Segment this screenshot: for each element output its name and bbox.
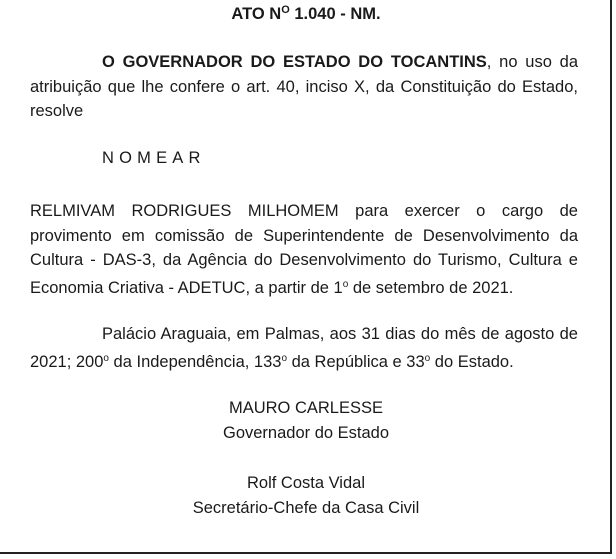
closing-part3: da República e 33 bbox=[287, 352, 425, 371]
closing-part1: Palácio Araguaia, em Palmas, aos 31 dias do mês de agosto de 2021; 200 bbox=[30, 325, 578, 371]
act-title-sup: O bbox=[281, 4, 290, 16]
closing-part4: do Estado. bbox=[430, 352, 514, 371]
closing-paragraph bbox=[30, 322, 578, 374]
ordinal-marker: o bbox=[424, 352, 431, 364]
action-verb: NOMEAR bbox=[102, 149, 206, 167]
signer-role-secretary: Secretário-Chefe da Casa Civil bbox=[192, 499, 420, 517]
act-title-number: 1.040 - NM. bbox=[289, 5, 381, 23]
signer-name-secretary: Rolf Costa Vidal bbox=[246, 474, 365, 492]
appointment-text: para exercer o cargo de provimento em comissão de Superintendente de Desenvolvimento da Cultura - DAS-3, da Agência do Desenvolvimento do Turismo, Cultura e Economia Criativa - ADETUC, a partir de 1 bbox=[30, 202, 578, 297]
act-title bbox=[0, 4, 612, 24]
preamble-paragraph bbox=[30, 50, 578, 124]
appointment-paragraph bbox=[30, 199, 578, 300]
signer-role-governor: Governador do Estado bbox=[222, 424, 390, 442]
signer-name-governor: MAURO CARLESSE bbox=[228, 399, 384, 417]
governor-authority: O GOVERNADOR DO ESTADO DO TOCANTINS bbox=[102, 53, 487, 71]
ordinal-marker: o bbox=[281, 352, 288, 364]
act-title-prefix: ATO N bbox=[231, 5, 282, 23]
appointee-name: RELMIVAM RODRIGUES MILHOMEM bbox=[30, 202, 339, 220]
closing-part2: da Independência, 133 bbox=[108, 352, 282, 371]
ordinal-marker: o bbox=[342, 278, 349, 290]
appointment-date-text: de setembro de 2021. bbox=[348, 278, 514, 297]
ordinal-marker: o bbox=[103, 352, 109, 364]
preamble-text: , no uso da atribuição que lhe confere o art. 40, inciso X, da Constituição do Estado, resolve bbox=[30, 53, 578, 120]
